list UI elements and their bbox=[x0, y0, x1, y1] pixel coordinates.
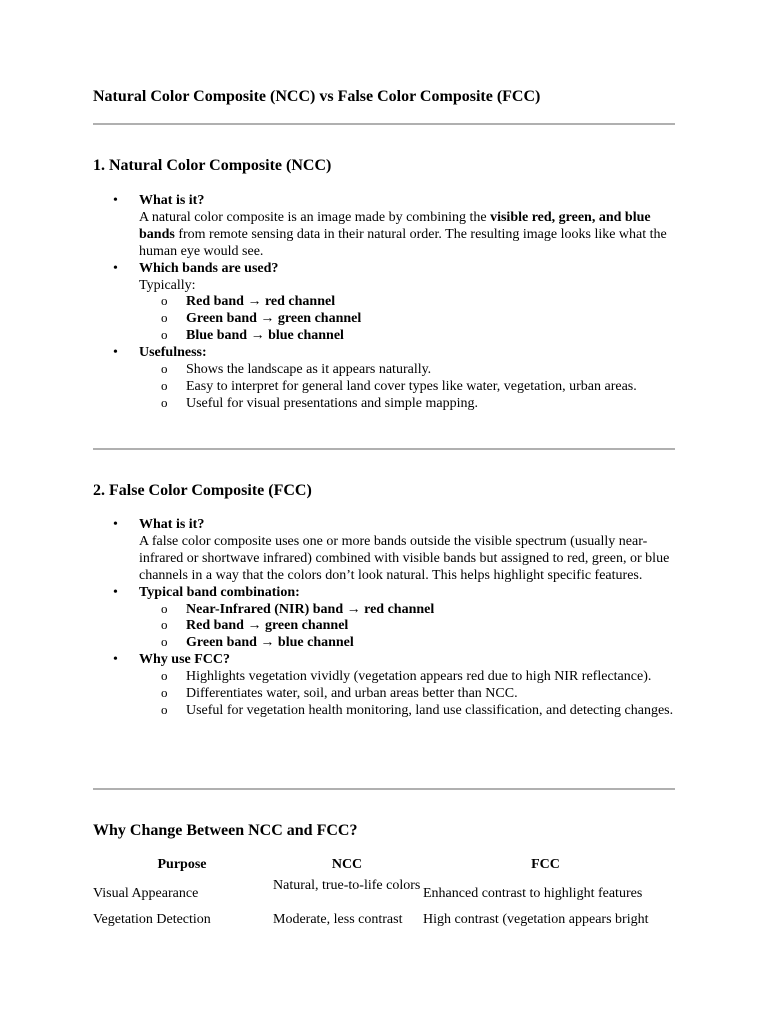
list-item: o Highlights vegetation vividly (vegetation appears red due to high NIR reflectance). bbox=[161, 668, 652, 685]
sub-bullet-icon: o bbox=[161, 377, 168, 393]
sub-bullet-icon: o bbox=[161, 634, 168, 650]
fcc-what-text: A false color composite uses one or more bands outside the visible spectrum (usually near-infrared or shortwave infrared) combined with visible bands but assigned to red, green, or blue channels in a way that the colors don’t look natural. This helps highlight specific features. bbox=[139, 533, 670, 583]
ncc-bands-label: Which bands are used? bbox=[139, 260, 279, 276]
sub-bullet-icon: o bbox=[161, 668, 168, 684]
table-cell: High contrast (vegetation appears bright bbox=[423, 912, 649, 927]
sub-bullet-icon: o bbox=[161, 327, 168, 343]
list-item: o Useful for visual presentations and simple mapping. bbox=[161, 394, 478, 411]
list-item bbox=[93, 585, 675, 602]
table-cell: Natural, true-to-life colors bbox=[273, 878, 421, 893]
table-cell: Moderate, less contrast bbox=[273, 912, 403, 927]
divider bbox=[93, 123, 675, 125]
column-header: Purpose bbox=[157, 857, 207, 872]
column-header: FCC bbox=[531, 857, 560, 872]
list-item: o Differentiates water, soil, and urban areas better than NCC. bbox=[161, 685, 518, 702]
sub-bullet-icon: o bbox=[161, 701, 168, 717]
divider bbox=[93, 788, 675, 790]
table-header-row bbox=[93, 857, 683, 878]
list-item: o Green band → green channel bbox=[161, 310, 362, 327]
list-item: o Useful for vegetation health monitoring, land use classification, and detecting changes. bbox=[161, 701, 674, 718]
ncc-bands-intro: Typically: bbox=[139, 277, 196, 293]
list-item bbox=[93, 517, 675, 585]
bullet-icon: • bbox=[113, 584, 118, 600]
document-title: Natural Color Composite (NCC) vs False Color Composite (FCC) bbox=[93, 88, 541, 105]
ncc-what-text: A natural color composite is an image made by combining the visible red, green, and blue bands from remote sensing data in their natural order. The resulting image looks like what the human eye would see. bbox=[139, 209, 667, 259]
bullet-icon: • bbox=[113, 345, 118, 361]
fcc-heading: 2. False Color Composite (FCC) bbox=[93, 482, 312, 499]
divider bbox=[93, 448, 675, 450]
list-item bbox=[93, 652, 675, 669]
list-item: o Red band → red channel bbox=[161, 293, 336, 310]
sub-bullet-icon: o bbox=[161, 293, 168, 309]
bullet-icon: • bbox=[113, 517, 118, 532]
list-item: o Blue band → blue channel bbox=[161, 327, 344, 344]
ncc-what-label: What is it? bbox=[139, 193, 205, 208]
bullet-icon: • bbox=[113, 260, 118, 276]
bullet-icon: • bbox=[113, 652, 118, 668]
list-item bbox=[93, 345, 675, 362]
table-cell: Enhanced contrast to highlight features bbox=[423, 886, 643, 901]
ncc-section bbox=[93, 193, 675, 413]
sub-bullet-icon: o bbox=[161, 600, 168, 616]
list-item: o Shows the landscape as it appears naturally. bbox=[161, 361, 432, 378]
list-item: o Red band → green channel bbox=[161, 617, 349, 634]
table-row bbox=[93, 912, 683, 932]
fcc-bands-label: Typical band combination: bbox=[139, 584, 300, 600]
why-change-heading: Why Change Between NCC and FCC? bbox=[93, 822, 358, 839]
list-item: o Near-Infrared (NIR) band → red channel bbox=[161, 600, 435, 617]
sub-bullet-icon: o bbox=[161, 361, 168, 377]
table-cell: Visual Appearance bbox=[93, 886, 199, 901]
comparison-table bbox=[93, 857, 683, 932]
bullet-icon: • bbox=[113, 193, 118, 208]
list-item bbox=[93, 193, 675, 261]
fcc-what-label: What is it? bbox=[139, 517, 205, 532]
list-item bbox=[93, 261, 675, 295]
sub-bullet-icon: o bbox=[161, 310, 168, 326]
ncc-heading: 1. Natural Color Composite (NCC) bbox=[93, 157, 332, 174]
fcc-section bbox=[93, 517, 675, 720]
list-item: o Easy to interpret for general land cover types like water, vegetation, urban areas. bbox=[161, 377, 637, 394]
table-row bbox=[93, 878, 683, 912]
ncc-usefulness-label: Usefulness: bbox=[139, 345, 207, 361]
column-header: NCC bbox=[331, 857, 363, 872]
sub-bullet-icon: o bbox=[161, 394, 168, 410]
list-item: o Green band → blue channel bbox=[161, 634, 354, 651]
sub-bullet-icon: o bbox=[161, 685, 168, 701]
table-cell: Vegetation Detection bbox=[93, 912, 211, 927]
sub-bullet-icon: o bbox=[161, 617, 168, 633]
fcc-why-label: Why use FCC? bbox=[139, 652, 231, 668]
